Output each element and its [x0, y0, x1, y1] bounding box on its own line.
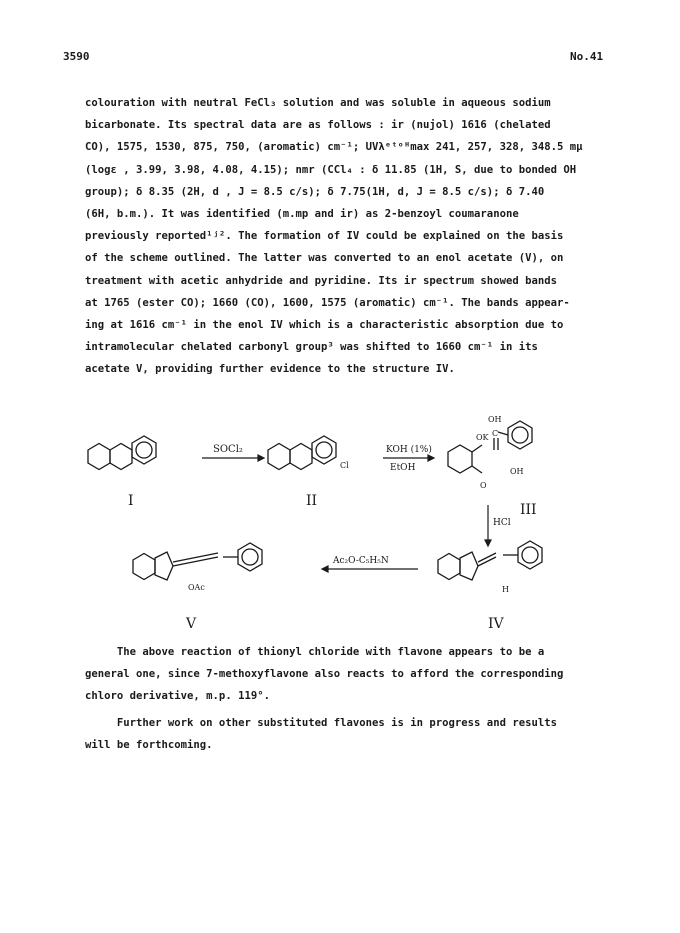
atom-oh: OH	[488, 415, 502, 424]
text-line: group); δ 8.35 (2H, d , J = 8.5 c/s); δ 7.75(1H, d, J = 8.5 c/s); δ 7.40	[85, 185, 545, 198]
text-line: intramolecular chelated carbonyl group³ was shifted to 1660 cm⁻¹ in its	[85, 341, 538, 354]
text-line: colouration with neutral FeCl₃ solution and was soluble in aqueous sodium	[85, 97, 551, 109]
text-line: will be forthcoming.	[85, 739, 213, 751]
label-IV: IV	[488, 616, 504, 632]
atom-o: O	[480, 481, 487, 490]
text-line: of the scheme outlined. The latter was converted to an enol acetate (V), on	[85, 252, 564, 265]
label-V: V	[186, 616, 197, 632]
compound-II-structure	[268, 436, 336, 470]
atom-cl: Cl	[340, 461, 349, 470]
compound-III-structure	[448, 421, 532, 473]
text-line: bicarbonate. Its spectral data are as follows : ir (nujol) 1616 (chelated	[85, 119, 551, 132]
text-line: Further work on other substituted flavones is in progress and results	[85, 717, 557, 729]
text-line: treatment with acetic anhydride and pyridine. Its ir spectrum showed bands	[85, 274, 557, 287]
atom-oh-2: OH	[510, 467, 524, 476]
text-line: ing at 1616 cm⁻¹ in the enol IV which is a characteristic absorption due to	[85, 319, 564, 332]
atom-h: H	[502, 585, 509, 594]
label-III: III	[520, 502, 537, 518]
paragraph-general-reaction	[85, 641, 605, 707]
text-line: general one, since 7-methoxyflavone also reacts to afford the corresponding	[85, 668, 564, 680]
atom-oac: OAc	[188, 583, 205, 592]
text-line: (6H, b.m.). It was identified (m.mp and ir) as 2-benzoyl coumaranone	[85, 208, 519, 221]
atom-ok: OK	[476, 433, 489, 442]
compound-IV-structure	[438, 541, 542, 580]
journal-issue: No.41	[570, 50, 604, 63]
paragraph-spectral-data	[85, 92, 605, 381]
text-line: acetate V, providing further evidence to the structure IV.	[85, 363, 455, 376]
reagent-socl2: SOCl₂	[213, 444, 243, 455]
text-line: at 1765 (ester CO); 1660 (CO), 1600, 1575 (aromatic) cm⁻¹. The bands appear-	[85, 296, 570, 309]
label-I: I	[128, 493, 134, 509]
text-line: CO), 1575, 1530, 875, 750, (aromatic) cm⁻¹; UVλᵉᵗᵒᴴmax 241, 257, 328, 348.5 mμ	[85, 141, 583, 154]
reagent-ac2o-pyridine: Ac₂O-C₅H₅N	[333, 556, 389, 566]
compound-I-structure	[88, 436, 156, 470]
reaction-scheme	[78, 410, 598, 640]
compound-V-structure	[133, 543, 262, 580]
text-line: The above reaction of thionyl chloride with flavone appears to be a	[85, 646, 545, 658]
reagent-etoh: EtOH	[390, 463, 416, 473]
reagent-hcl: HCl	[493, 518, 511, 528]
text-line: chloro derivative, m.p. 119°.	[85, 690, 270, 702]
page-number: 3590	[63, 50, 90, 63]
reagent-koh: KOH (1%)	[386, 445, 432, 455]
text-line: previously reported¹ʲ². The formation of IV could be explained on the basis	[85, 230, 564, 243]
label-II: II	[306, 493, 318, 509]
paragraph-further-work	[85, 712, 605, 756]
atom-c: C	[492, 429, 499, 438]
text-line: (logε , 3.99, 3.98, 4.08, 4.15); nmr (CCl₄ : δ 11.85 (1H, S, due to bonded OH	[85, 163, 577, 176]
